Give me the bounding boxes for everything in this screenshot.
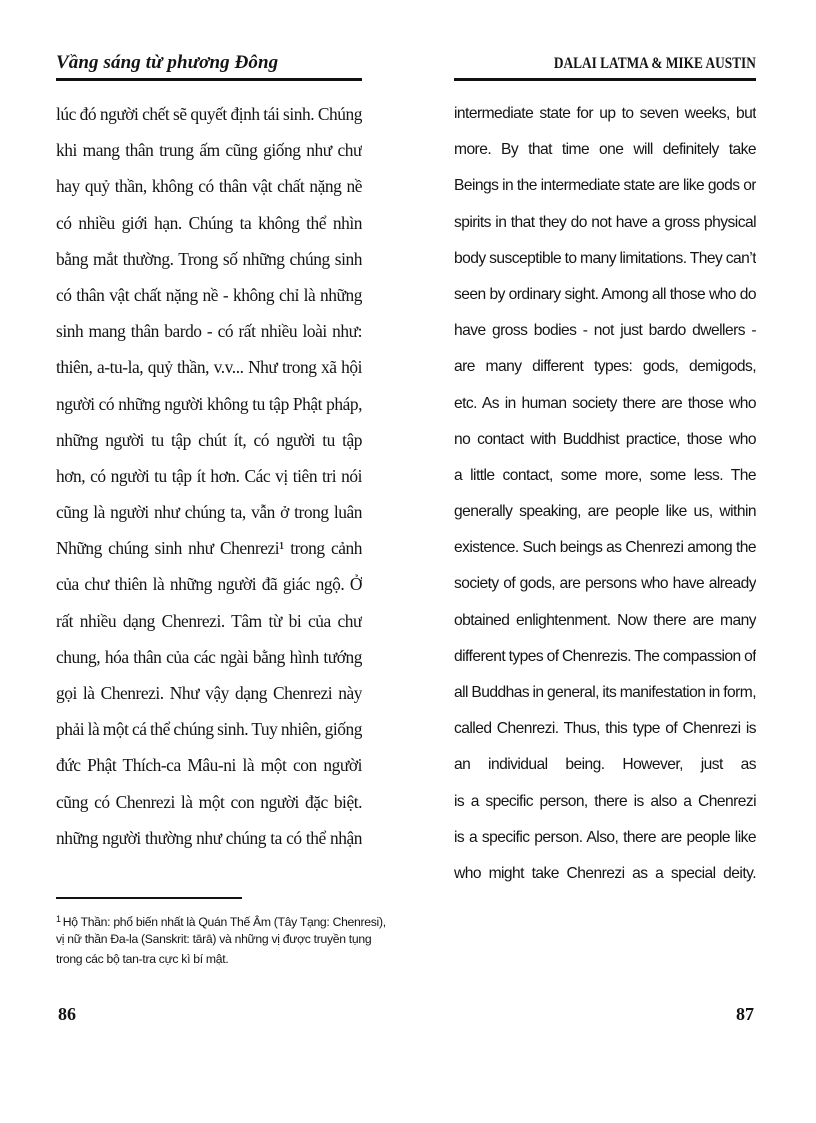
running-header-left [56, 52, 362, 78]
right-page [454, 0, 756, 1123]
left-text-line: hay quỷ thần, không có thân vật chất nặng nề [56, 176, 362, 197]
left-text-line: bằng mắt thường. Trong số những chúng sinh [56, 248, 362, 269]
left-text-line: chung, hóa thân của các ngài bằng hình tướng [56, 646, 362, 667]
right-text-line: a little contact, some more, some less. The [454, 466, 756, 484]
footnote-line [56, 909, 386, 929]
right-text-line: have gross bodies - not just bardo dwellers - [454, 322, 756, 340]
right-text-line: is a specific person. Also, there are people like [454, 828, 756, 846]
right-text-line: no contact with Buddhist practice, those who [454, 430, 756, 448]
right-text-line: seen by ordinary sight. Among all those who do [454, 285, 756, 303]
left-text-line: cũng có Chenrezi là một con người đặc biệt. [56, 791, 362, 812]
footnote-marker: 1 [56, 914, 61, 924]
left-text-line: rất nhiều dạng Chenrezi. Tâm từ bi của chư [56, 610, 362, 631]
right-text-line: different types of Chenrezis. The compassion of [454, 647, 756, 665]
left-text-line: đức Phật Thích-ca Mâu-ni là một con người [56, 755, 362, 776]
right-text-line: Beings in the intermediate state are like gods or [454, 177, 756, 195]
footnote-text: vị nữ thần Đa-la (Sanskrit: tārā) và những vị được truyền tụng [56, 932, 372, 946]
right-text-line: society of gods, are persons who have already [454, 575, 756, 593]
right-body-text [454, 96, 756, 892]
left-text-line: của chư thiên là những người đã giác ngộ. Ở [56, 574, 362, 595]
right-text-line: are many different types: gods, demigods, [454, 358, 756, 376]
right-text-line: obtained enlightenment. Now there are many [454, 611, 756, 629]
left-text-line: gọi là Chenrezi. Như vậy dạng Chenrezi này [56, 683, 362, 703]
left-text-line: Những chúng sinh như Chenrezi¹ trong cảnh [56, 538, 362, 559]
right-text-line: more. By that time one will definitely take [454, 141, 756, 159]
left-page [56, 0, 386, 1123]
right-text-line: is a specific person, there is also a Chenrezi [454, 792, 756, 810]
page-number-right: 87 [736, 1004, 754, 1024]
right-text-line: body susceptible to many limitations. They can’t [454, 249, 756, 267]
footnote-text: trong các bộ tan-tra cực kì bí mật. [56, 952, 229, 966]
left-body-text [56, 96, 362, 856]
left-text-line: thiên, a-tu-la, quỷ thần, v.v... Như trong xã hội [56, 357, 362, 378]
left-text-line: lúc đó người chết sẽ quyết định tái sinh. Chúng [56, 104, 362, 124]
right-text-line: all Buddhas in general, its manifestation in form, [454, 684, 756, 701]
footnote-line [56, 949, 362, 969]
right-text-line: spirits in that they do not have a gross physical [454, 213, 756, 231]
right-text-line: existence. Such beings as Chenrezi among the [454, 539, 756, 557]
page-number-left: 86 [58, 1004, 76, 1024]
right-text-line: etc. As in human society there are those who [454, 394, 756, 412]
left-text-line: sinh mang thân bardo - có rất nhiều loài như: [56, 321, 362, 342]
left-text-line: khi mang thân trung ấm cũng giống như chư [56, 140, 362, 161]
left-text-line: những người tu tập chút ít, có người tu tập [56, 429, 362, 450]
right-text-line: intermediate state for up to seven weeks, but [454, 105, 756, 122]
header-rule-right [454, 78, 756, 81]
left-text-line: những người thường như chúng ta có thể nhận [56, 827, 362, 848]
right-text-line: called Chenrezi. Thus, this type of Chenrezi is [454, 720, 756, 738]
right-text-line: an individual being. However, just as [454, 756, 756, 774]
right-text-line: who might take Chenrezi as a special deity. [454, 864, 756, 882]
footnote-rule [56, 897, 242, 899]
left-text-line: người có những người không tu tập Phật pháp, [56, 393, 362, 414]
footnote [56, 909, 386, 969]
book-authors: DALAI LATMA & MIKE AUSTIN [554, 55, 756, 72]
book-title: Vầng sáng từ phương Đông [56, 52, 279, 73]
left-text-line: có nhiều giới hạn. Chúng ta không thể nhìn [56, 212, 362, 233]
header-rule-left [56, 78, 362, 81]
running-header-right [454, 52, 756, 78]
footnote-line [56, 929, 372, 949]
left-text-line: phải là một cá thể chúng sinh. Tuy nhiên, giống [56, 719, 362, 740]
left-text-line: hơn, có người tu tập ít hơn. Các vị tiên tri nói [56, 465, 362, 486]
left-text-line: có thân vật chất nặng nề - không chỉ là những [56, 284, 362, 305]
left-text-line: cũng là người như chúng ta, vẫn ở trong luân [56, 502, 362, 523]
footnote-text: Hộ Thần: phổ biến nhất là Quán Thế Âm (Tây Tạng: Chenresi), [62, 915, 386, 929]
right-text-line: generally speaking, are people like us, within [454, 503, 756, 521]
